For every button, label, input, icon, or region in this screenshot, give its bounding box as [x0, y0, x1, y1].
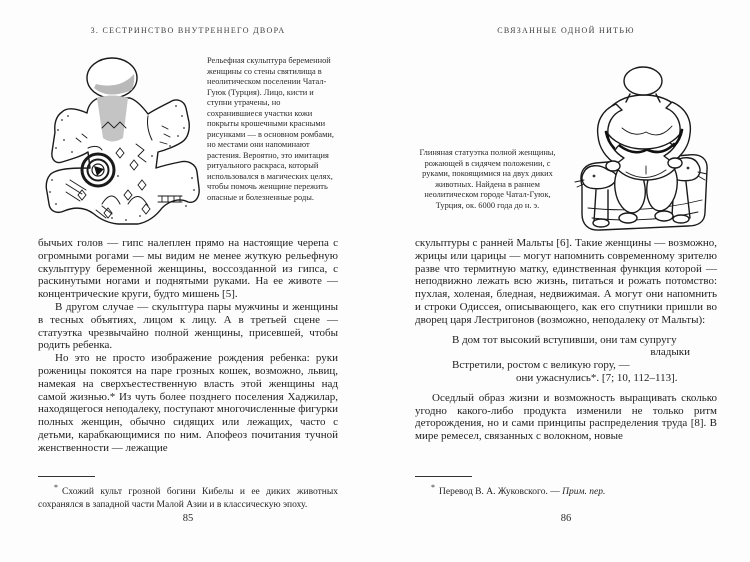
paragraph: Но это не просто изображение рождения ребенка: руки роженицы покоятся на паре грозных кошек, возможно, львиц, намекая на сверхъестественную власть этой женщины над самой жизнью.* Из чуть более позднего поселения Хаджилар, находящегося неподалеку, поступают многочисленные фигурки полных женщин, обычно сидящих или лежащих, часто с детьми, карабкающимися по ним. Апофеоз почитания тучной женственности — лежащие [38, 352, 338, 454]
right-running-head: СВЯЗАННЫЕ ОДНОЙ НИТЬЮ [497, 26, 635, 35]
left-running-head: 3. СЕСТРИНСТВО ВНУТРЕННЕГО ДВОРА [90, 26, 286, 35]
relief-sculpture-drawing [42, 56, 203, 237]
verse-line: Встретили, ростом с великую гору, — [452, 359, 630, 372]
paragraph: бычьих голов — гипс налеплен прямо на настоящие черепа с огромными рогами — мы видим не менее жуткую рельефную скульптуру беременной женщины, воссозданной из гипса, с раскинутыми ногами и поднятыми руками. На ее животе — концентрические круги, будто мишень [5]. [38, 237, 338, 301]
left-illustration-caption: Рельефная скульптура беременной женщины со стены святилища в неолитическом поселении Чатал-Гуюк (Турция). Лицо, кисти и ступни утрачены, но сохранившиеся участки кожи покрыты крошечными красными рисунками — в основном ромбами, но местами они напоминают растения. Вероятно, это имитация ритуального раскраса, который использовался в магических целях, чтобы помочь женщине пережить опасные и болезненные роды. [207, 56, 335, 202]
left-footnote [38, 476, 338, 511]
odyssey-verse-quote [452, 334, 694, 385]
footnote-rule [415, 476, 472, 477]
seated-woman-figurine-drawing [562, 66, 722, 238]
footnote-translator-note: Прим. пер. [562, 487, 606, 498]
verse-line: владыки [650, 346, 690, 359]
paragraph: скульптуры с ранней Мальты [6]. Такие женщины — возможно, жрицы или царицы — могут напомнить современному зрителю разве что термитную матку, единственная функция которой — неподвижно лежать всю жизнь, питаться и рожать потомство: пухлая, холеная, бледная, недвижимая. А могут они напомнить и строки Одиссея, описывающего, как его спутники пришли во дворец царя Лестригонов (возможно, неподалеку от Мальты): [415, 237, 717, 326]
right-page-body [415, 237, 717, 443]
right-illustration-caption: Глиняная статуэтка полной женщины, рожающей в сидячем положении, с руками, покоящимися на двух диких животных. Найдена в раннем неолитическом городе Чатал-Гуюк, Турция, ок. 6000 года до н. э. [419, 148, 556, 210]
footnote-text: Перевод В. А. Жуковского. — [439, 487, 563, 498]
footnote-rule [38, 476, 95, 477]
relief-sculpture-illustration [42, 56, 203, 242]
right-page-number: 86 [560, 513, 572, 524]
footnote-marker: * [54, 483, 58, 492]
left-page-body [38, 237, 338, 455]
paragraph: В другом случае — скульптура пары мужчины и женщины в тесных объятиях, лицом к лицу. А в третьей сцене — статуэтка чрезвычайно полной женщины, присевшей, чтобы родить ребенка. [38, 300, 338, 352]
right-footnote [415, 476, 717, 499]
footnote-marker: * [431, 483, 435, 492]
seated-woman-illustration [562, 66, 722, 243]
footnote-text: Схожий культ грозной богини Кибелы и ее диких животных сохранялся в западной части Малой Азии и в классическую эпоху. [38, 487, 338, 510]
verse-line: В дом тот высокий вступивши, они там супругу [452, 333, 677, 346]
paragraph: Оседлый образ жизни и возможность выращивать сколько угодно какого-либо продукта изменили не только ритм деторождения, но и сами принципы распределения труда [8]. В мире ремесел, связанных с волокном, новые [415, 391, 717, 443]
left-page-number: 85 [182, 513, 194, 524]
verse-line: они ужаснулись*. [7; 10, 112–113]. [516, 371, 678, 384]
